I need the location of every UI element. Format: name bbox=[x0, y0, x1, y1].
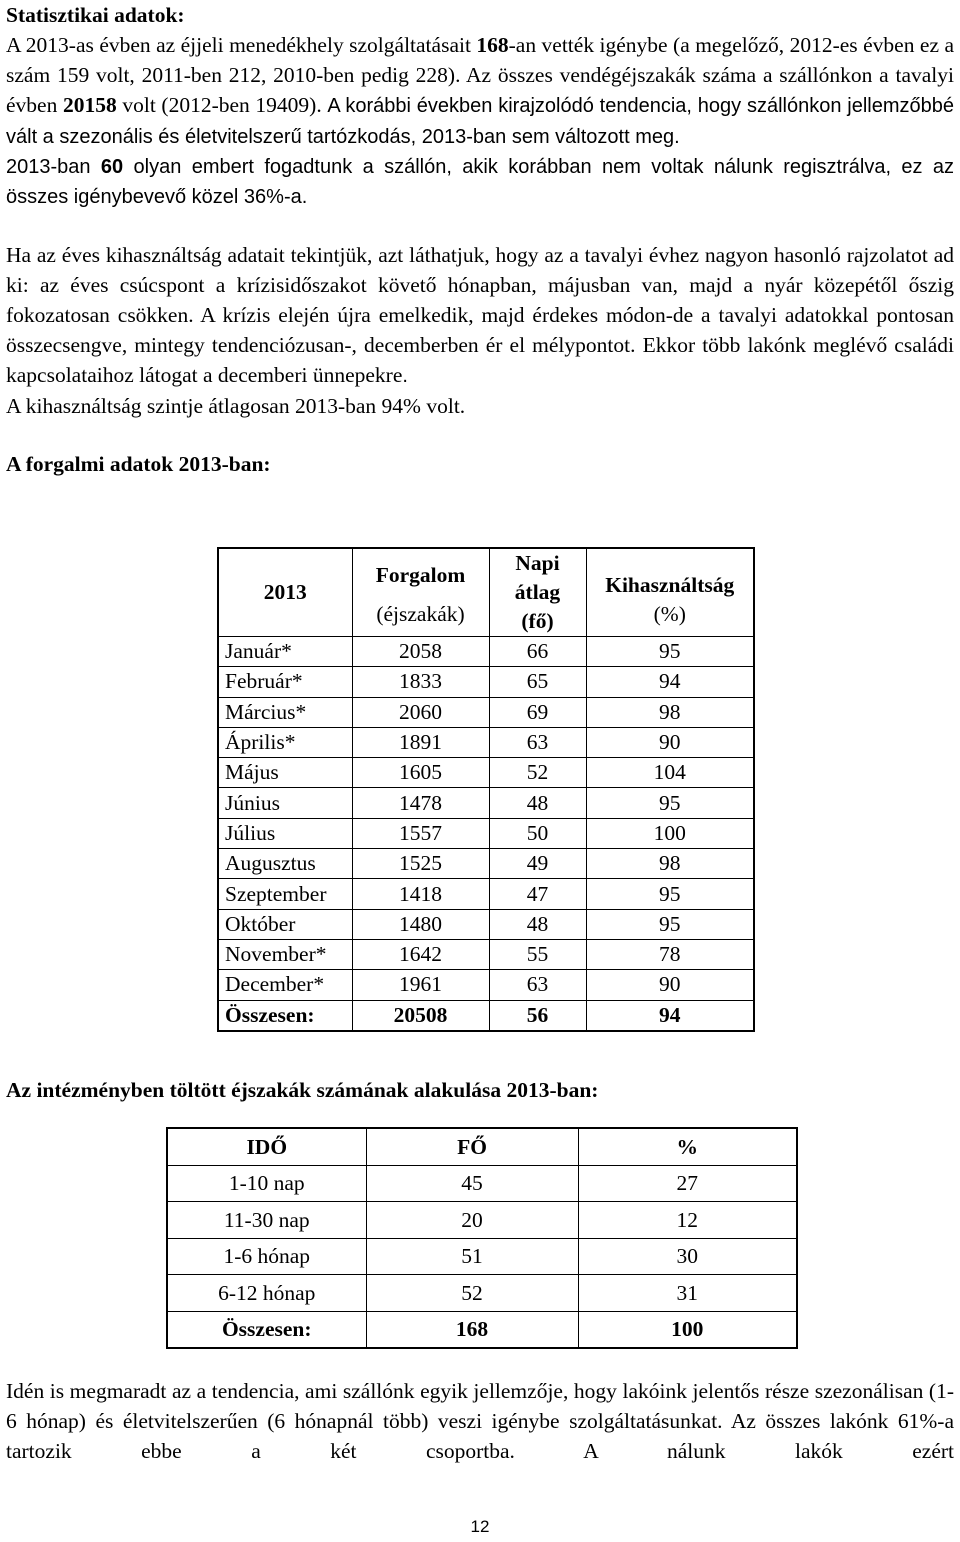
avg-cell: 65 bbox=[489, 667, 586, 697]
pct-cell: 31 bbox=[578, 1275, 797, 1312]
turnover-row bbox=[218, 879, 754, 909]
avg-cell: 55 bbox=[489, 939, 586, 969]
turnover-title: A forgalmi adatok 2013-ban: bbox=[6, 452, 271, 476]
month-cell: Augusztus bbox=[218, 849, 352, 879]
month-cell: Január* bbox=[218, 637, 352, 667]
header-time: IDŐ bbox=[167, 1128, 366, 1165]
turnover-row bbox=[218, 970, 754, 1000]
turnover-row bbox=[218, 727, 754, 757]
month-cell: December* bbox=[218, 970, 352, 1000]
pct-cell: 100 bbox=[586, 818, 754, 848]
turnover-row bbox=[218, 939, 754, 969]
turnover-row bbox=[218, 637, 754, 667]
p1-nights: 20158 bbox=[62, 93, 117, 117]
total-avg: 56 bbox=[489, 1000, 586, 1031]
turnover-body bbox=[218, 637, 754, 1001]
turnover-table bbox=[217, 547, 755, 1032]
nights-row bbox=[167, 1238, 797, 1275]
pct-cell: 95 bbox=[586, 909, 754, 939]
month-cell: Május bbox=[218, 758, 352, 788]
turnover-row bbox=[218, 788, 754, 818]
people-cell: 51 bbox=[366, 1238, 578, 1275]
avg-cell: 66 bbox=[489, 637, 586, 667]
people-cell: 20 bbox=[366, 1202, 578, 1239]
header-people: FŐ bbox=[366, 1128, 578, 1165]
month-cell: Október bbox=[218, 909, 352, 939]
nights-table bbox=[166, 1127, 798, 1349]
month-cell: Március* bbox=[218, 697, 352, 727]
nights-cell: 1891 bbox=[352, 727, 489, 757]
nights-cell: 1418 bbox=[352, 879, 489, 909]
avg-cell: 63 bbox=[489, 727, 586, 757]
nights-body bbox=[167, 1165, 797, 1311]
people-cell: 45 bbox=[366, 1165, 578, 1202]
stats-paragraph-3 bbox=[6, 240, 954, 391]
nights-total-people: 168 bbox=[366, 1311, 578, 1348]
month-cell: November* bbox=[218, 939, 352, 969]
avg-cell: 49 bbox=[489, 849, 586, 879]
p1-text-c: -an vették igénybe (a megelőző, 2012-es évben ez a szám 159 volt, 2011-ben 212, 2010-ben pedig 228). Az összes vendégéjszakák száma a szállónkon a tavalyi évben bbox=[6, 33, 954, 117]
p1-count: 168 bbox=[476, 33, 509, 57]
p2-text-c: olyan embert fogadtunk a szállón, akik korábban nem voltak nálunk regisztrálva, ez az összes igénybevevő közel 36%-a. bbox=[6, 156, 954, 208]
nights-cell: 1480 bbox=[352, 909, 489, 939]
pct-cell: 94 bbox=[586, 667, 754, 697]
closing-section bbox=[6, 1376, 954, 1466]
month-cell: Április* bbox=[218, 727, 352, 757]
header-daily-avg: Napi átlag (fő) bbox=[489, 548, 586, 637]
p2-text-a: 2013-ban bbox=[6, 156, 101, 178]
nights-row bbox=[167, 1202, 797, 1239]
time-cell: 1-10 nap bbox=[167, 1165, 366, 1202]
avg-cell: 47 bbox=[489, 879, 586, 909]
nights-cell: 1642 bbox=[352, 939, 489, 969]
month-cell: Július bbox=[218, 818, 352, 848]
pct-cell: 78 bbox=[586, 939, 754, 969]
nights-cell: 1833 bbox=[352, 667, 489, 697]
turnover-header-row bbox=[218, 548, 754, 637]
p3-text: Ha az éves kihasználtság adatait tekintjük, azt láthatjuk, hogy az a tavalyi évhez nagyon hasonló rajzolatot ad ki: az éves csúcspont a krízisidőszakot követő hónapban, májusban van, majd a nyár közepétől őszig fokozatosan csökken. A krízis elején újra emelkedik, majd érdekes módon-de a tavalyi adatokkal pontosan összecsengve, mintegy tendenciózusan-, decemberben ér el mélypontot. Ekkor több lakónk meglévő családi kapcsolataihoz látogat a decemberi ünnepekre bbox=[6, 243, 954, 387]
month-cell: Június bbox=[218, 788, 352, 818]
nights-cell: 1525 bbox=[352, 849, 489, 879]
pct-cell: 98 bbox=[586, 697, 754, 727]
pct-cell: 30 bbox=[578, 1238, 797, 1275]
p1-text-a: A 2013-as évben az éjjeli menedékhely szolgáltatásait bbox=[6, 33, 477, 57]
pct-cell: 95 bbox=[586, 788, 754, 818]
pct-cell: 27 bbox=[578, 1165, 797, 1202]
pct-cell: 95 bbox=[586, 879, 754, 909]
nights-row bbox=[167, 1275, 797, 1312]
pct-cell: 90 bbox=[586, 970, 754, 1000]
total-nights: 20508 bbox=[352, 1000, 489, 1031]
pct-cell: 98 bbox=[586, 849, 754, 879]
nights-cell: 1478 bbox=[352, 788, 489, 818]
total-label: Összesen: bbox=[218, 1000, 352, 1031]
avg-cell: 50 bbox=[489, 818, 586, 848]
document-page bbox=[6, 0, 954, 479]
header-percent: % bbox=[578, 1128, 797, 1165]
nights-total-pct: 100 bbox=[578, 1311, 797, 1348]
header-year: 2013 bbox=[218, 548, 352, 637]
pct-cell: 104 bbox=[586, 758, 754, 788]
nights-section bbox=[6, 1075, 954, 1105]
turnover-row bbox=[218, 909, 754, 939]
p3-dot: . bbox=[402, 365, 408, 387]
p2-count: 60 bbox=[100, 156, 124, 178]
time-cell: 6-12 hónap bbox=[167, 1275, 366, 1312]
stats-paragraph-1 bbox=[6, 30, 954, 152]
turnover-row bbox=[218, 758, 754, 788]
avg-cell: 48 bbox=[489, 788, 586, 818]
turnover-row bbox=[218, 697, 754, 727]
pct-cell: 95 bbox=[586, 637, 754, 667]
turnover-row bbox=[218, 849, 754, 879]
page-number: 12 bbox=[470, 1517, 490, 1536]
header-occupancy: Kihasználtság (%) bbox=[586, 548, 754, 637]
avg-cell: 69 bbox=[489, 697, 586, 727]
closing-paragraph: Idén is megmaradt az a tendencia, ami szállónk egyik jellemzője, hogy lakóink jelentős része szezonálisan (1-6 hónap) és életvitelszerűen (6 hónapnál több) veszi igénybe szolgáltatásunkat. Az összes lakónk 61%-a tartozik ebbe a két csoportba. A nálunk lakók ezért bbox=[6, 1379, 954, 1463]
avg-cell: 48 bbox=[489, 909, 586, 939]
pct-cell: 12 bbox=[578, 1202, 797, 1239]
nights-cell: 1557 bbox=[352, 818, 489, 848]
nights-cell: 1961 bbox=[352, 970, 489, 1000]
time-cell: 11-30 nap bbox=[167, 1202, 366, 1239]
header-turnover: Forgalom (éjszakák) bbox=[352, 548, 489, 637]
nights-cell: 2058 bbox=[352, 637, 489, 667]
stats-paragraph-2 bbox=[6, 152, 954, 212]
turnover-total-row bbox=[218, 1000, 754, 1031]
stats-title: Statisztikai adatok: bbox=[6, 3, 185, 27]
people-cell: 52 bbox=[366, 1275, 578, 1312]
time-cell: 1-6 hónap bbox=[167, 1238, 366, 1275]
nights-title: Az intézményben töltött éjszakák számának alakulása 2013-ban: bbox=[6, 1078, 599, 1102]
nights-row bbox=[167, 1165, 797, 1202]
nights-total-row bbox=[167, 1311, 797, 1348]
avg-cell: 52 bbox=[489, 758, 586, 788]
nights-cell: 1605 bbox=[352, 758, 489, 788]
stats-paragraph-4: A kihasználtság szintje átlagosan 2013-ban 94% volt. bbox=[6, 394, 466, 418]
avg-cell: 63 bbox=[489, 970, 586, 1000]
turnover-row bbox=[218, 667, 754, 697]
p1-text-f: A korábbi években kirajzolódó tendencia, hogy szállónkon jellemzőbbé vált a szezonális és életvitelszerű tartózkodás, 2013-ban sem változott meg. bbox=[6, 95, 954, 148]
pct-cell: 90 bbox=[586, 727, 754, 757]
nights-cell: 2060 bbox=[352, 697, 489, 727]
month-cell: Február* bbox=[218, 667, 352, 697]
month-cell: Szeptember bbox=[218, 879, 352, 909]
total-pct: 94 bbox=[586, 1000, 754, 1031]
p1-text-e: volt (2012-ben 19409). bbox=[116, 93, 328, 117]
turnover-row bbox=[218, 818, 754, 848]
nights-total-label: Összesen: bbox=[167, 1311, 366, 1348]
nights-header-row bbox=[167, 1128, 797, 1165]
